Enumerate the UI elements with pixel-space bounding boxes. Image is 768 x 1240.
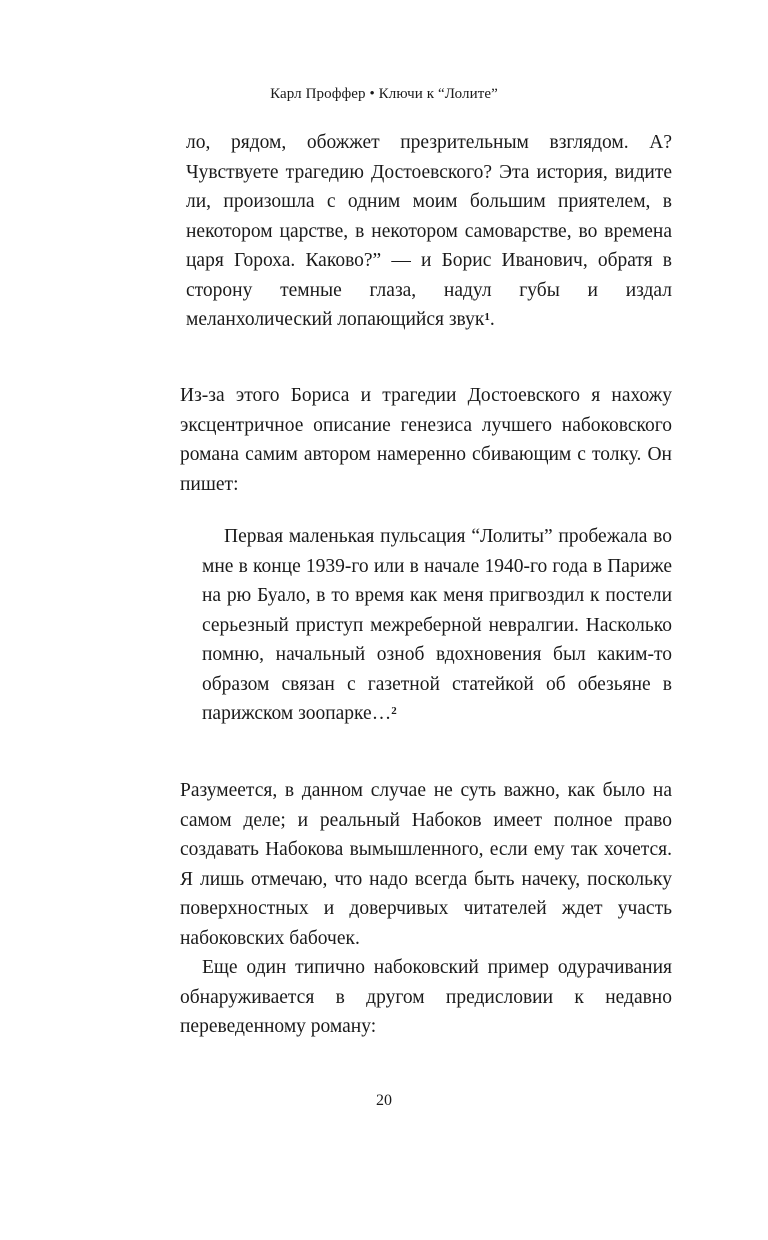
footnote-marker-2: 2	[391, 705, 397, 717]
paragraph-3-text: Еще один типично набоковский пример одурачивания обнаруживается в другом предисловии к недавно переведенному роману:	[180, 957, 672, 1037]
block-quote-text: Первая маленькая пульсация “Лолиты” пробежала во мне в конце 1939-го или в начале 1940-го года в Париже на рю Буало, в то время как меня пригвоздил к постели серьезный приступ межреберной невралгии. Насколько помню, начальный озноб вдохновения был каким-то образом связан с газетной статейкой об обезьяне в парижском зоопарке…	[202, 526, 672, 724]
block-quote	[202, 522, 672, 729]
paragraph-2-text: Разумеется, в данном случае не суть важно, как было на самом деле; и реальный Набоков имеет полное право создавать Набокова вымышленного, если ему так хочется. Я лишь отмечаю, что надо всегда быть начеку, поскольку поверхностных и доверчивых читателей ждет участь набоковских бабочек.	[180, 780, 672, 949]
continued-quote-text: ло, рядом, обожжет презрительным взглядом. А? Чувствуете трагедию Достоевского? Эта история, видите ли, произошла с одним моим большим приятелем, в некотором царстве, в некотором самоварстве, во времена царя Гороха. Каково?” — и Борис Иванович, обратя в сторону темные глаза, надул губы и издал меланхолический лопающийся звук	[186, 132, 672, 330]
running-head: Карл Проффер • Ключи к “Лолите”	[270, 86, 498, 102]
paragraph-1-text: Из-за этого Бориса и трагедии Достоевского я нахожу эксцентричное описание генезиса лучшего набоковского романа самим автором намеренно сбивающим с толку. Он пишет:	[180, 385, 672, 495]
block-quote-paragraph	[202, 522, 672, 729]
continued-quote-paragraph	[186, 128, 672, 335]
body-paragraphs	[180, 776, 672, 1042]
page-number: 20	[376, 1092, 392, 1109]
footnote-marker-1: 1	[484, 311, 490, 323]
body-paragraph-1	[180, 381, 672, 499]
continued-quote-end: .	[489, 309, 495, 330]
continued-quote	[186, 128, 672, 335]
